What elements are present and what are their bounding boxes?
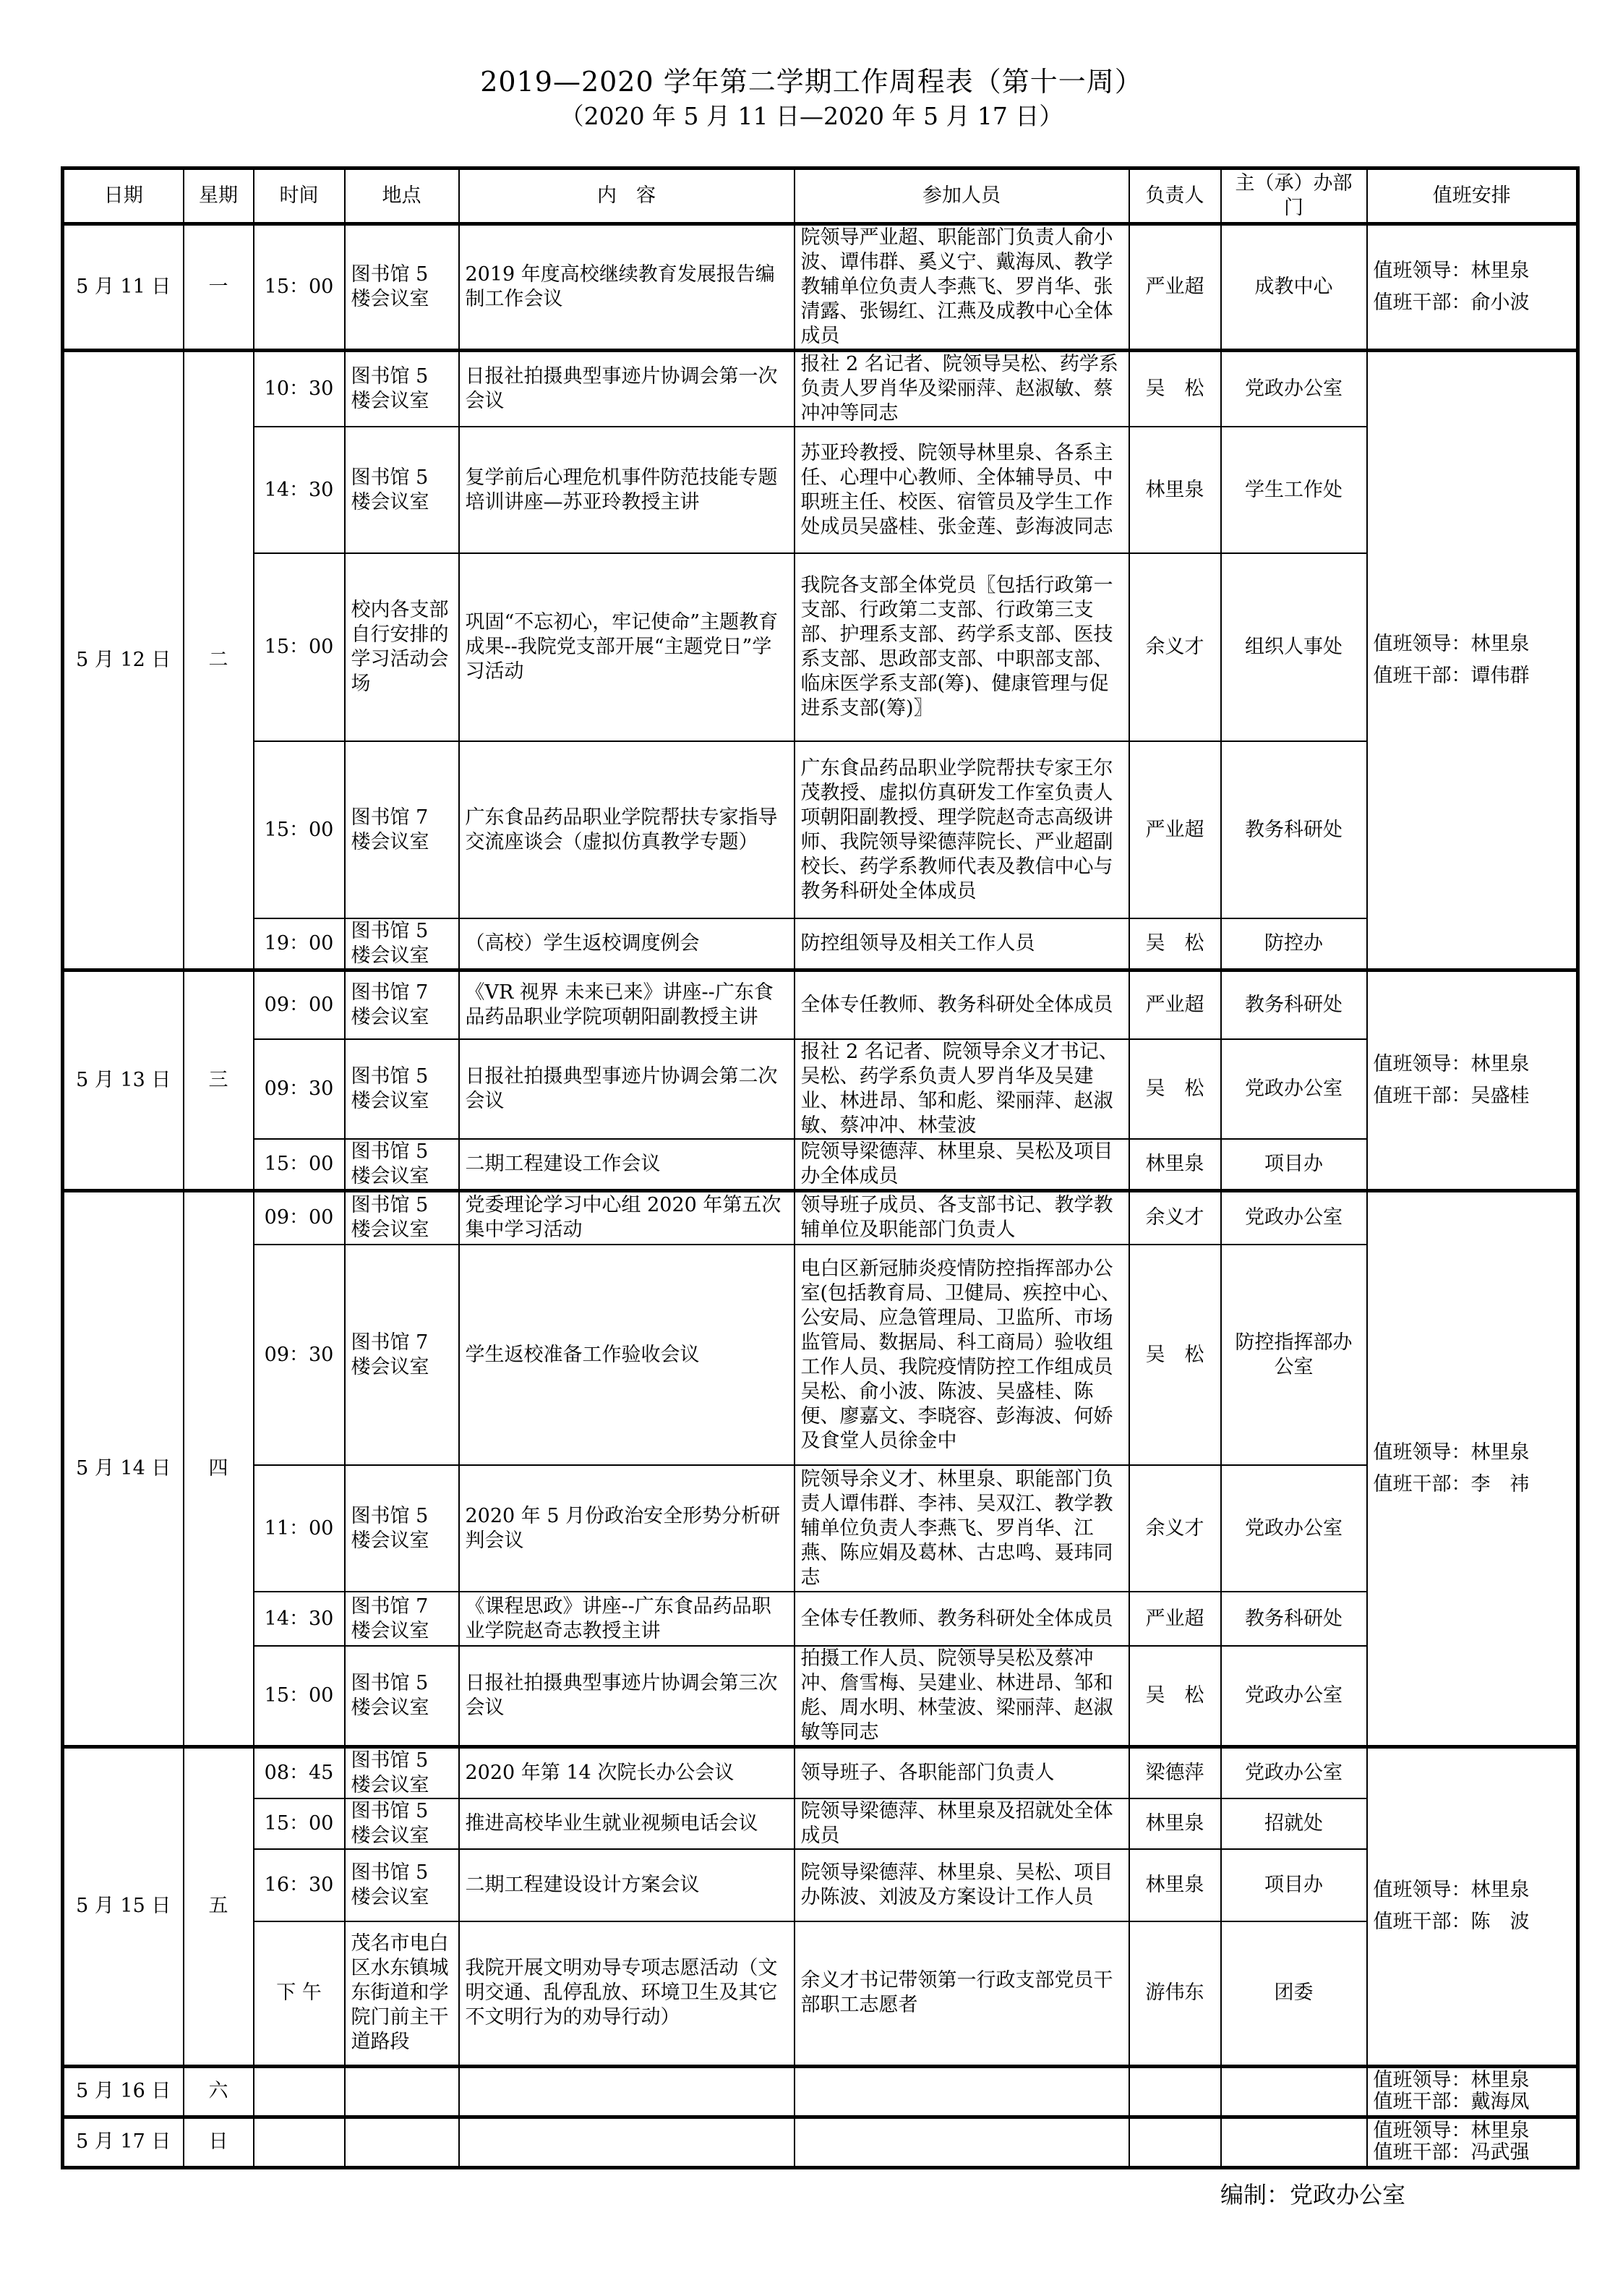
duty-staff: 值班干部：李 祎 [1373, 1472, 1530, 1495]
day-weekday: 三 [184, 970, 254, 1191]
schedule-row [63, 2066, 1578, 2117]
schedule-row [63, 1646, 1578, 1747]
event-department: 组织人事处 [1221, 553, 1367, 741]
day-weekday: 日 [184, 2117, 254, 2167]
event-content: 日报社拍摄典型事迹片协调会第一次会议 [459, 351, 795, 427]
event-content: 推进高校毕业生就业视频电话会议 [459, 1798, 795, 1849]
event-location: 图书馆 5 楼会议室 [345, 1465, 459, 1592]
duty-leader: 值班领导：林里泉 [1373, 1052, 1530, 1075]
day-date: 5 月 12 日 [63, 351, 184, 970]
event-owner: 游伟东 [1129, 1921, 1221, 2066]
header-location: 地点 [345, 168, 459, 224]
document-title: 2019—2020 学年第二学期工作周程表（第十一周） [480, 66, 1143, 98]
event-participants: 报社 2 名记者、院领导吴松、药学系负责人罗肖华及梁丽萍、赵淑敏、蔡冲冲等同志 [795, 351, 1129, 427]
day-date: 5 月 17 日 [63, 2117, 184, 2167]
event-department: 教务科研处 [1221, 1592, 1367, 1646]
event-department: 党政办公室 [1221, 351, 1367, 427]
event-location: 校内各支部自行安排的学习活动会场 [345, 553, 459, 741]
day-date: 5 月 15 日 [63, 1747, 184, 2067]
duty-arrangement [1367, 2117, 1578, 2167]
schedule-row [63, 1039, 1578, 1139]
duty-leader: 值班领导：林里泉 [1373, 1879, 1530, 1902]
event-location: 图书馆 5 楼会议室 [345, 1190, 459, 1245]
schedule-row [63, 1245, 1578, 1465]
event-owner: 吴 松 [1129, 1646, 1221, 1747]
event-time: 15：00 [254, 741, 345, 918]
event-department: 项目办 [1221, 1849, 1367, 1921]
schedule-row [63, 1747, 1578, 1799]
header-row [63, 168, 1578, 224]
event-time: 16：30 [254, 1849, 345, 1921]
day-weekday: 一 [184, 224, 254, 351]
day-weekday: 二 [184, 351, 254, 970]
schedule-row [63, 224, 1578, 351]
event-content: 2020 年第 14 次院长办公会议 [459, 1747, 795, 1799]
event-location: 图书馆 5 楼会议室 [345, 1139, 459, 1191]
day-weekday: 六 [184, 2066, 254, 2117]
event-time: 15：00 [254, 1646, 345, 1747]
event-location: 图书馆 5 楼会议室 [345, 224, 459, 351]
event-time [254, 2117, 345, 2167]
duty-arrangement [1367, 224, 1578, 351]
schedule-row [63, 2117, 1578, 2167]
day-date: 5 月 16 日 [63, 2066, 184, 2117]
duty-arrangement [1367, 2066, 1578, 2117]
day-date: 5 月 11 日 [63, 224, 184, 351]
event-department: 党政办公室 [1221, 1190, 1367, 1245]
event-time: 10：30 [254, 351, 345, 427]
event-time: 19：00 [254, 918, 345, 970]
schedule-row [63, 741, 1578, 918]
event-owner [1129, 2066, 1221, 2117]
event-content: 2020 年 5 月份政治安全形势分析研判会议 [459, 1465, 795, 1592]
header-weekday: 星期 [184, 168, 254, 224]
event-time: 11：00 [254, 1465, 345, 1592]
day-date: 5 月 14 日 [63, 1190, 184, 1747]
event-location: 图书馆 7 楼会议室 [345, 1592, 459, 1646]
day-weekday: 五 [184, 1747, 254, 2067]
event-department: 成教中心 [1221, 224, 1367, 351]
event-time: 09：30 [254, 1039, 345, 1139]
event-participants: 领导班子、各职能部门负责人 [795, 1747, 1129, 1799]
event-owner: 吴 松 [1129, 1245, 1221, 1465]
event-content: 2019 年度高校继续教育发展报告编制工作会议 [459, 224, 795, 351]
event-content: 二期工程建设工作会议 [459, 1139, 795, 1191]
event-location: 图书馆 5 楼会议室 [345, 1849, 459, 1921]
event-location: 图书馆 5 楼会议室 [345, 351, 459, 427]
duty-staff: 值班干部：冯武强 [1373, 2141, 1530, 2164]
event-department: 项目办 [1221, 1139, 1367, 1191]
event-department [1221, 2066, 1367, 2117]
event-content: 《VR 视界 未来已来》讲座--广东食品药品职业学院项朝阳副教授主讲 [459, 970, 795, 1039]
event-department: 招就处 [1221, 1798, 1367, 1849]
event-owner: 林里泉 [1129, 427, 1221, 553]
event-time: 09：30 [254, 1245, 345, 1465]
event-participants: 拍摄工作人员、院领导吴松及蔡冲冲、詹雪梅、吴建业、林进昂、邹和彪、周水明、林莹波、梁丽萍、赵淑敏等同志 [795, 1646, 1129, 1747]
event-location: 图书馆 7 楼会议室 [345, 741, 459, 918]
event-location [345, 2066, 459, 2117]
event-content: 二期工程建设设计方案会议 [459, 1849, 795, 1921]
event-content: 党委理论学习中心组 2020 年第五次集中学习活动 [459, 1190, 795, 1245]
event-participants: 广东食品药品职业学院帮扶专家王尔茂教授、虚拟仿真研发工作室负责人项朝阳副教授、理学院赵奇志高级讲师、我院领导梁德萍院长、严业超副校长、药学系教师代表及教信中心与教务科研处全体成员 [795, 741, 1129, 918]
event-time: 08：45 [254, 1747, 345, 1799]
schedule-body [63, 224, 1578, 2168]
event-participants: 我院各支部全体党员〖包括行政第一支部、行政第二支部、行政第三支部、护理系支部、药学系支部、医技系支部、思政部支部、中职部支部、临床医学系支部(筹)、健康管理与促进系支部(筹)〗 [795, 553, 1129, 741]
event-department: 团委 [1221, 1921, 1367, 2066]
event-time: 14：30 [254, 1592, 345, 1646]
event-location: 茂名市电白区水东镇城东街道和学院门前主干道路段 [345, 1921, 459, 2066]
schedule-row [63, 1921, 1578, 2066]
event-participants: 苏亚玲教授、院领导林里泉、各系主任、心理中心教师、全体辅导员、中职班主任、校医、宿管员及学生工作处成员吴盛桂、张金莲、彭海波同志 [795, 427, 1129, 553]
duty-staff: 值班干部：俞小波 [1373, 291, 1530, 314]
event-location: 图书馆 5 楼会议室 [345, 918, 459, 970]
event-location: 图书馆 7 楼会议室 [345, 970, 459, 1039]
event-owner: 余义才 [1129, 1190, 1221, 1245]
schedule-row [63, 970, 1578, 1039]
duty-staff: 值班干部：戴海凤 [1373, 2091, 1530, 2113]
event-time: 09：00 [254, 970, 345, 1039]
schedule-row [63, 1139, 1578, 1191]
event-content: 巩固“不忘初心，牢记使命”主题教育成果--我院党支部开展“主题党日”学习活动 [459, 553, 795, 741]
event-participants: 院领导余义才、林里泉、职能部门负责人谭伟群、李祎、吴双江、教学教辅单位负责人李燕飞、罗肖华、江燕、陈应娟及葛林、古忠鸣、聂玮同志 [795, 1465, 1129, 1592]
schedule-row [63, 1592, 1578, 1646]
event-participants: 院领导梁德萍、林里泉及招就处全体成员 [795, 1798, 1129, 1849]
header-date: 日期 [63, 168, 184, 224]
event-department: 学生工作处 [1221, 427, 1367, 553]
event-participants [795, 2066, 1129, 2117]
schedule-row [63, 1798, 1578, 1849]
event-department: 防控指挥部办公室 [1221, 1245, 1367, 1465]
event-time: 14：30 [254, 427, 345, 553]
event-owner: 吴 松 [1129, 351, 1221, 427]
event-time: 15：00 [254, 1798, 345, 1849]
schedule-row [63, 918, 1578, 970]
header-department: 主（承）办部门 [1221, 168, 1367, 224]
duty-arrangement [1367, 970, 1578, 1191]
event-department: 教务科研处 [1221, 970, 1367, 1039]
duty-leader: 值班领导：林里泉 [1373, 633, 1530, 655]
event-location: 图书馆 7 楼会议室 [345, 1245, 459, 1465]
duty-staff: 值班干部：谭伟群 [1373, 665, 1530, 687]
event-owner: 梁德萍 [1129, 1747, 1221, 1799]
event-content: （高校）学生返校调度例会 [459, 918, 795, 970]
schedule-row [63, 1190, 1578, 1245]
event-time [254, 2066, 345, 2117]
event-content: 《课程思政》讲座--广东食品药品职业学院赵奇志教授主讲 [459, 1592, 795, 1646]
event-owner: 余义才 [1129, 553, 1221, 741]
event-participants: 全体专任教师、教务科研处全体成员 [795, 1592, 1129, 1646]
duty-arrangement [1367, 1190, 1578, 1747]
day-date: 5 月 13 日 [63, 970, 184, 1191]
event-participants: 全体专任教师、教务科研处全体成员 [795, 970, 1129, 1039]
event-department [1221, 2117, 1367, 2167]
event-department: 防控办 [1221, 918, 1367, 970]
duty-arrangement [1367, 351, 1578, 970]
event-owner: 林里泉 [1129, 1849, 1221, 1921]
header-participants: 参加人员 [795, 168, 1129, 224]
header-owner: 负责人 [1129, 168, 1221, 224]
event-owner: 严业超 [1129, 741, 1221, 918]
event-content: 日报社拍摄典型事迹片协调会第三次会议 [459, 1646, 795, 1747]
schedule-row [63, 427, 1578, 553]
event-time: 下 午 [254, 1921, 345, 2066]
event-participants: 电白区新冠肺炎疫情防控指挥部办公室(包括教育局、卫健局、疾控中心、公安局、应急管理局、卫监所、市场监管局、数据局、科工商局）验收组工作人员、我院疫情防控工作组成员吴松、俞小波、陈波、吴盛桂、陈便、廖嘉文、李晓容、彭海波、何娇及食堂人员徐金中 [795, 1245, 1129, 1465]
header-duty: 值班安排 [1367, 168, 1578, 224]
event-content [459, 2066, 795, 2117]
event-owner: 吴 松 [1129, 918, 1221, 970]
duty-staff: 值班干部：陈 波 [1373, 1911, 1530, 1934]
event-location: 图书馆 5 楼会议室 [345, 1039, 459, 1139]
duty-leader: 值班领导：林里泉 [1373, 2069, 1530, 2091]
event-participants: 报社 2 名记者、院领导余义才书记、吴松、药学系负责人罗肖华及吴建业、林进昂、邹和彪、梁丽萍、赵淑敏、蔡冲冲、林莹波 [795, 1039, 1129, 1139]
compiled-by: 编制：党政办公室 [1220, 2181, 1406, 2208]
event-location: 图书馆 5 楼会议室 [345, 1747, 459, 1799]
day-weekday: 四 [184, 1190, 254, 1747]
event-owner: 吴 松 [1129, 1039, 1221, 1139]
weekly-schedule-table [61, 166, 1580, 2169]
event-owner: 严业超 [1129, 970, 1221, 1039]
event-owner: 余义才 [1129, 1465, 1221, 1592]
event-content: 日报社拍摄典型事迹片协调会第二次会议 [459, 1039, 795, 1139]
event-department: 教务科研处 [1221, 741, 1367, 918]
event-participants: 院领导梁德萍、林里泉、吴松及项目办全体成员 [795, 1139, 1129, 1191]
event-participants: 院领导梁德萍、林里泉、吴松、项目办陈波、刘波及方案设计工作人员 [795, 1849, 1129, 1921]
event-department: 党政办公室 [1221, 1039, 1367, 1139]
event-owner: 林里泉 [1129, 1798, 1221, 1849]
event-owner [1129, 2117, 1221, 2167]
event-content [459, 2117, 795, 2167]
schedule-row [63, 351, 1578, 427]
event-department: 党政办公室 [1221, 1747, 1367, 1799]
event-location [345, 2117, 459, 2167]
event-location: 图书馆 5 楼会议室 [345, 1798, 459, 1849]
event-participants: 防控组领导及相关工作人员 [795, 918, 1129, 970]
duty-arrangement [1367, 1747, 1578, 2067]
event-content: 学生返校准备工作验收会议 [459, 1245, 795, 1465]
event-time: 15：00 [254, 553, 345, 741]
event-time: 15：00 [254, 1139, 345, 1191]
event-participants: 余义才书记带领第一行政支部党员干部职工志愿者 [795, 1921, 1129, 2066]
event-participants [795, 2117, 1129, 2167]
event-content: 广东食品药品职业学院帮扶专家指导交流座谈会（虚拟仿真教学专题） [459, 741, 795, 918]
event-participants: 院领导严业超、职能部门负责人俞小波、谭伟群、奚义宁、戴海凤、教学教辅单位负责人李燕飞、罗肖华、张清露、张锡红、江燕及成教中心全体成员 [795, 224, 1129, 351]
duty-leader: 值班领导：林里泉 [1373, 2120, 1530, 2142]
event-owner: 严业超 [1129, 1592, 1221, 1646]
duty-staff: 值班干部：吴盛桂 [1373, 1084, 1530, 1107]
schedule-row [63, 553, 1578, 741]
duty-leader: 值班领导：林里泉 [1373, 1441, 1530, 1464]
event-participants: 领导班子成员、各支部书记、教学教辅单位及职能部门负责人 [795, 1190, 1129, 1245]
event-owner: 林里泉 [1129, 1139, 1221, 1191]
document-date-range: （2020 年 5 月 11 日—2020 年 5 月 17 日） [560, 102, 1063, 130]
event-content: 复学前后心理危机事件防范技能专题培训讲座—苏亚玲教授主讲 [459, 427, 795, 553]
duty-leader: 值班领导：林里泉 [1373, 260, 1530, 282]
header-time: 时间 [254, 168, 345, 224]
event-time: 15：00 [254, 224, 345, 351]
event-department: 党政办公室 [1221, 1465, 1367, 1592]
event-content: 我院开展文明劝导专项志愿活动（文明交通、乱停乱放、环境卫生及其它不文明行为的劝导行动） [459, 1921, 795, 2066]
event-department: 党政办公室 [1221, 1646, 1367, 1747]
header-content: 内 容 [459, 168, 795, 224]
event-location: 图书馆 5 楼会议室 [345, 1646, 459, 1747]
schedule-row [63, 1465, 1578, 1592]
event-time: 09：00 [254, 1190, 345, 1245]
schedule-row [63, 1849, 1578, 1921]
event-location: 图书馆 5 楼会议室 [345, 427, 459, 553]
event-owner: 严业超 [1129, 224, 1221, 351]
